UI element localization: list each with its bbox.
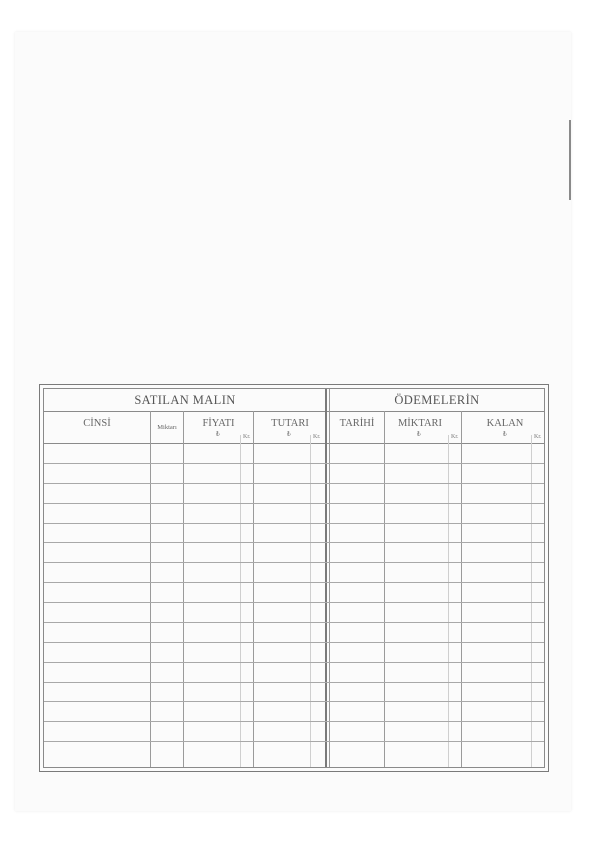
table-row-line	[44, 602, 544, 603]
col-line-miktar	[183, 411, 184, 767]
header-divider	[44, 443, 544, 444]
table-row-line	[44, 642, 544, 643]
miktari-currency: ₺	[417, 432, 421, 438]
col-line-kalan-kr	[531, 435, 532, 767]
kalan-currency: ₺	[503, 432, 507, 438]
tutari-kurus: Kr.	[313, 434, 321, 440]
table-row-line	[44, 463, 544, 464]
table-row-line	[44, 562, 544, 563]
fiyati-kurus: Kr.	[243, 434, 251, 440]
header-tutari: TUTARI	[271, 418, 309, 429]
col-line-fiyati	[253, 411, 254, 767]
section-title-payments: ÖDEMELERİN	[394, 393, 480, 407]
table-row-line	[44, 662, 544, 663]
section-divider-2	[329, 389, 330, 767]
col-line-miktari-kr	[448, 435, 449, 767]
col-line-cinsi	[150, 411, 151, 767]
header-tarihi: TARİHİ	[339, 418, 375, 429]
header-miktari: MİKTARI	[397, 418, 443, 429]
table-row-line	[44, 542, 544, 543]
kalan-kurus: Kr.	[534, 434, 542, 440]
section-title-sold: SATILAN MALIN	[134, 393, 236, 407]
miktari-kurus: Kr.	[451, 434, 459, 440]
table-row-line	[44, 582, 544, 583]
table-row-line	[44, 622, 544, 623]
table-row-line	[44, 503, 544, 504]
col-line-miktari	[461, 411, 462, 767]
header-cinsi: CİNSİ	[83, 418, 111, 429]
section-divider	[325, 389, 327, 767]
ledger-table	[39, 384, 549, 772]
table-row-line	[44, 523, 544, 524]
title-divider	[44, 411, 544, 412]
table-row-line	[44, 483, 544, 484]
table-row-line	[44, 701, 544, 702]
table-row-line	[44, 682, 544, 683]
col-line-fiyati-kr	[240, 435, 241, 767]
header-fiyati: FİYATI	[202, 418, 235, 429]
col-line-tutari-kr	[310, 435, 311, 767]
table-row-line	[44, 721, 544, 722]
paper-edge-shadow	[569, 120, 571, 200]
fiyati-currency: ₺	[216, 432, 220, 438]
tutari-currency: ₺	[287, 432, 291, 438]
ledger-inner-frame	[43, 388, 545, 768]
table-row-line	[44, 741, 544, 742]
col-line-tarihi	[384, 411, 385, 767]
header-kalan: KALAN	[486, 418, 524, 429]
header-miktari-small: Miktarı	[157, 424, 177, 431]
